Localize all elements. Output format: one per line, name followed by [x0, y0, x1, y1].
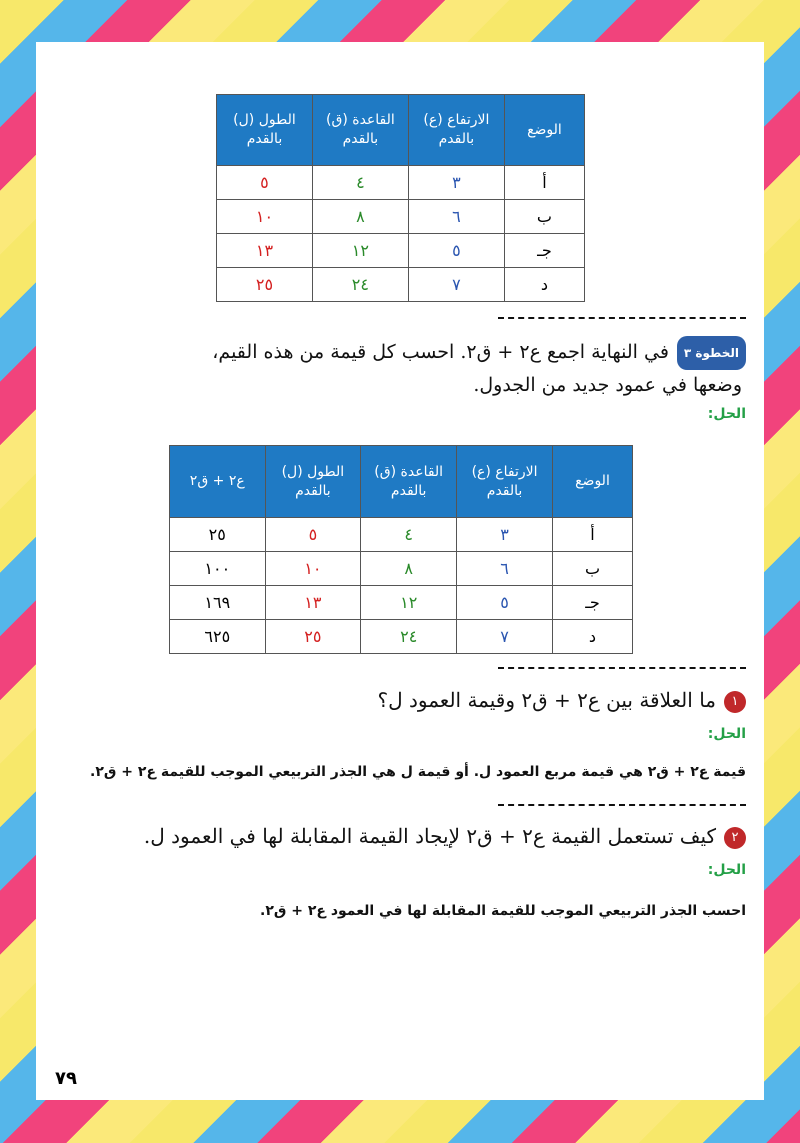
cell-sum-squares: ١٠٠: [170, 552, 266, 586]
cell-position: جـ: [552, 586, 632, 620]
cell-base: ١٢: [361, 586, 457, 620]
table-row: [217, 166, 585, 200]
cell-length: ٥: [217, 166, 313, 200]
answer-2: احسب الجذر التربيعي الموجب للقيمة المقابلة لها في العمود ع٢ + ق٢.: [259, 903, 746, 919]
cell-height: ٥: [408, 234, 504, 268]
cell-length: ٥: [265, 518, 361, 552]
header-length: الطول (ل) بالقدم: [217, 95, 313, 166]
header-height: الارتفاع (ع) بالقدم: [457, 446, 553, 518]
table-row: [170, 552, 633, 586]
header-base: القاعدة (ق) بالقدم: [361, 446, 457, 518]
cell-position: د: [552, 620, 632, 654]
cell-height: ٥: [457, 586, 553, 620]
cell-length: ١٠: [265, 552, 361, 586]
header-position: الوضع: [552, 446, 632, 518]
table-row: [170, 518, 633, 552]
cell-height: ٦: [457, 552, 553, 586]
solution-label: الحل:: [707, 406, 746, 422]
cell-height: ٣: [457, 518, 553, 552]
cell-position: ب: [552, 552, 632, 586]
table-row: [217, 268, 585, 302]
question-2: [144, 824, 746, 849]
cell-height: ٧: [457, 620, 553, 654]
table-row: [170, 620, 633, 654]
cell-height: ٦: [408, 200, 504, 234]
question-1: [377, 688, 746, 713]
cell-position: أ: [552, 518, 632, 552]
header-sum-squares: ع٢ + ق٢: [170, 446, 266, 518]
table-row: [170, 586, 633, 620]
cell-length: ٢٥: [265, 620, 361, 654]
cell-height: ٣: [408, 166, 504, 200]
cell-sum-squares: ٦٢٥: [170, 620, 266, 654]
table-2: [169, 445, 633, 654]
step-3: [186, 336, 746, 400]
cell-sum-squares: ١٦٩: [170, 586, 266, 620]
cell-position: ب: [504, 200, 584, 234]
table-1-header: [217, 95, 585, 166]
cell-base: ٢٤: [361, 620, 457, 654]
cell-base: ٤: [361, 518, 457, 552]
header-length: الطول (ل) بالقدم: [265, 446, 361, 518]
question-2-number: ٢: [724, 827, 746, 849]
cell-position: د: [504, 268, 584, 302]
question-1-number: ١: [724, 691, 746, 713]
step-3-line-1: [186, 336, 746, 370]
cell-length: ١٠: [217, 200, 313, 234]
cell-base: ١٢: [312, 234, 408, 268]
solution-label: الحل:: [707, 726, 746, 742]
step-badge: الخطوة ٣: [677, 336, 746, 370]
question-1-text: ما العلاقة بين ع٢ + ق٢ وقيمة العمود ل؟: [377, 688, 716, 712]
header-base: القاعدة (ق) بالقدم: [312, 95, 408, 166]
cell-position: أ: [504, 166, 584, 200]
question-2-text: كيف تستعمل القيمة ع٢ + ق٢ لإيجاد القيمة المقابلة لها في العمود ل.: [143, 824, 716, 848]
step-3-line-2: وضعها في عمود جديد من الجدول.: [473, 374, 742, 396]
cell-length: ١٣: [217, 234, 313, 268]
cell-length: ١٣: [265, 586, 361, 620]
cell-position: جـ: [504, 234, 584, 268]
solution-label: الحل:: [707, 862, 746, 878]
step-3-text: في النهاية اجمع ع٢ + ق٢. احسب كل قيمة من هذه القيم،: [212, 341, 669, 363]
table-2-header: [170, 446, 633, 518]
answer-1: قيمة ع٢ + ق٢ هي قيمة مربع العمود ل. أو قيمة ل هي الجذر التربيعي الموجب للقيمة ع٢ + ق٢.: [90, 764, 746, 780]
cell-length: ٢٥: [217, 268, 313, 302]
cell-height: ٧: [408, 268, 504, 302]
table-1: [216, 94, 585, 302]
cell-sum-squares: ٢٥: [170, 518, 266, 552]
cell-base: ٨: [361, 552, 457, 586]
cell-base: ٢٤: [312, 268, 408, 302]
header-position: الوضع: [504, 95, 584, 166]
cell-base: ٤: [312, 166, 408, 200]
divider: [498, 804, 746, 806]
cell-base: ٨: [312, 200, 408, 234]
divider: [498, 317, 746, 319]
page: [36, 42, 764, 1100]
table-row: [217, 234, 585, 268]
page-number: ٧٩: [55, 1068, 77, 1089]
header-height: الارتفاع (ع) بالقدم: [408, 95, 504, 166]
divider: [498, 667, 746, 669]
table-row: [217, 200, 585, 234]
